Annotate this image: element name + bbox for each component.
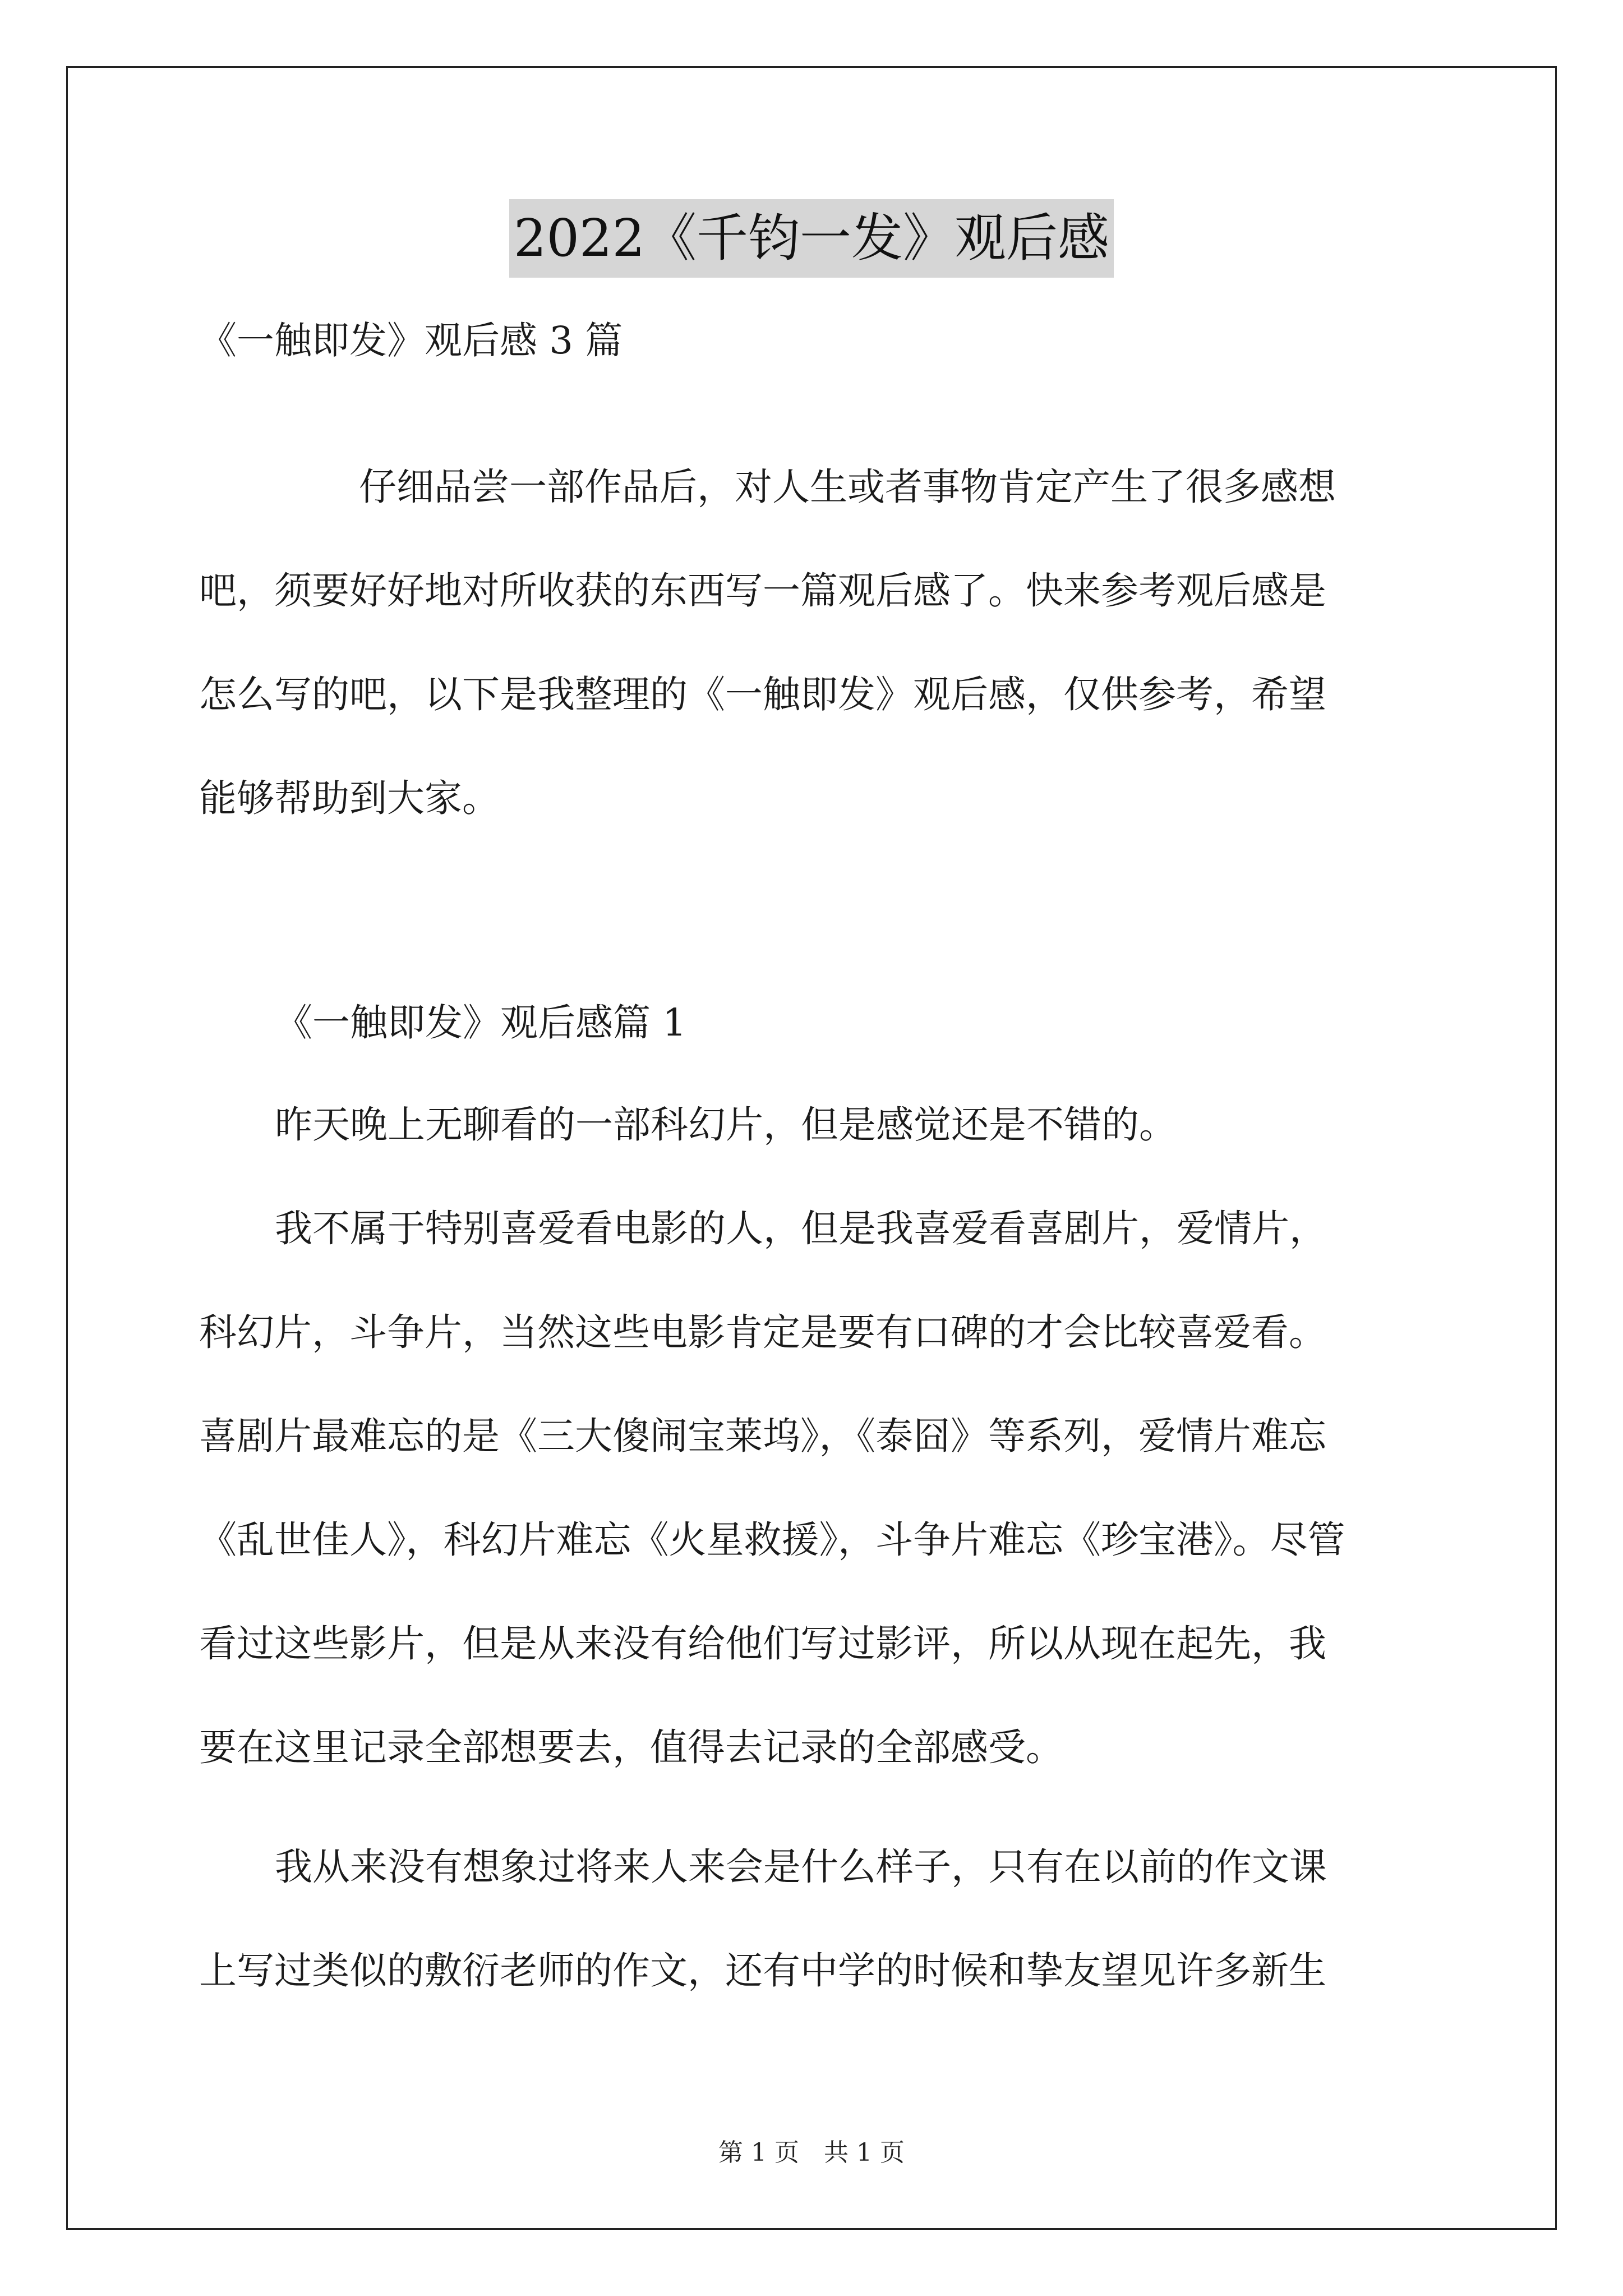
paragraph-line: 我不属于特别喜爱看电影的人，但是我喜爱看喜剧片，爱情片，: [275, 1207, 1327, 1250]
document-title: 2022《千钧一发》观后感: [509, 199, 1114, 278]
paragraph-line: 昨天晚上无聊看的一部科幻片，但是感觉还是不错的。: [275, 1103, 1177, 1147]
paragraph-line: 我从来没有想象过将来人来会是什么样子，只有在以前的作文课: [275, 1845, 1327, 1889]
section-heading: 《一触即发》观后感篇 1: [275, 1001, 686, 1045]
paragraph-line: 能够帮助到大家。: [199, 776, 500, 820]
paragraph-line: 上写过类似的敷衍老师的作文，还有中学的时候和挚友望见许多新生: [199, 1949, 1326, 1993]
paragraph-line: 科幻片，斗争片，当然这些电影肯定是要有口碑的才会比较喜爱看。: [199, 1310, 1326, 1354]
paragraph-line: 《乱世佳人》，科幻片难忘《火星救援》，斗争片难忘《珍宝港》。尽管: [199, 1518, 1345, 1562]
paragraph-line: 吧，须要好好地对所收获的东西写一篇观后感了。快来参考观后感是: [199, 569, 1326, 613]
page-footer: 第 1 页 共 1 页: [718, 2138, 905, 2167]
document-subtitle: 《一触即发》观后感 3 篇: [199, 319, 623, 362]
paragraph-line: 仔细品尝一部作品后，对人生或者事物肯定产生了很多感想: [359, 465, 1336, 509]
paragraph-line: 怎么写的吧，以下是我整理的《一触即发》观后感，仅供参考，希望: [199, 673, 1326, 716]
paragraph-line: 喜剧片最难忘的是《三大傻闹宝莱坞》，《泰囧》等系列，爱情片难忘: [199, 1414, 1326, 1458]
title-container: [0, 199, 1623, 278]
paragraph-line: 看过这些影片，但是从来没有给他们写过影评，所以从现在起先，我: [199, 1622, 1326, 1665]
paragraph-line: 要在这里记录全部想要去，值得去记录的全部感受。: [199, 1726, 1063, 1769]
